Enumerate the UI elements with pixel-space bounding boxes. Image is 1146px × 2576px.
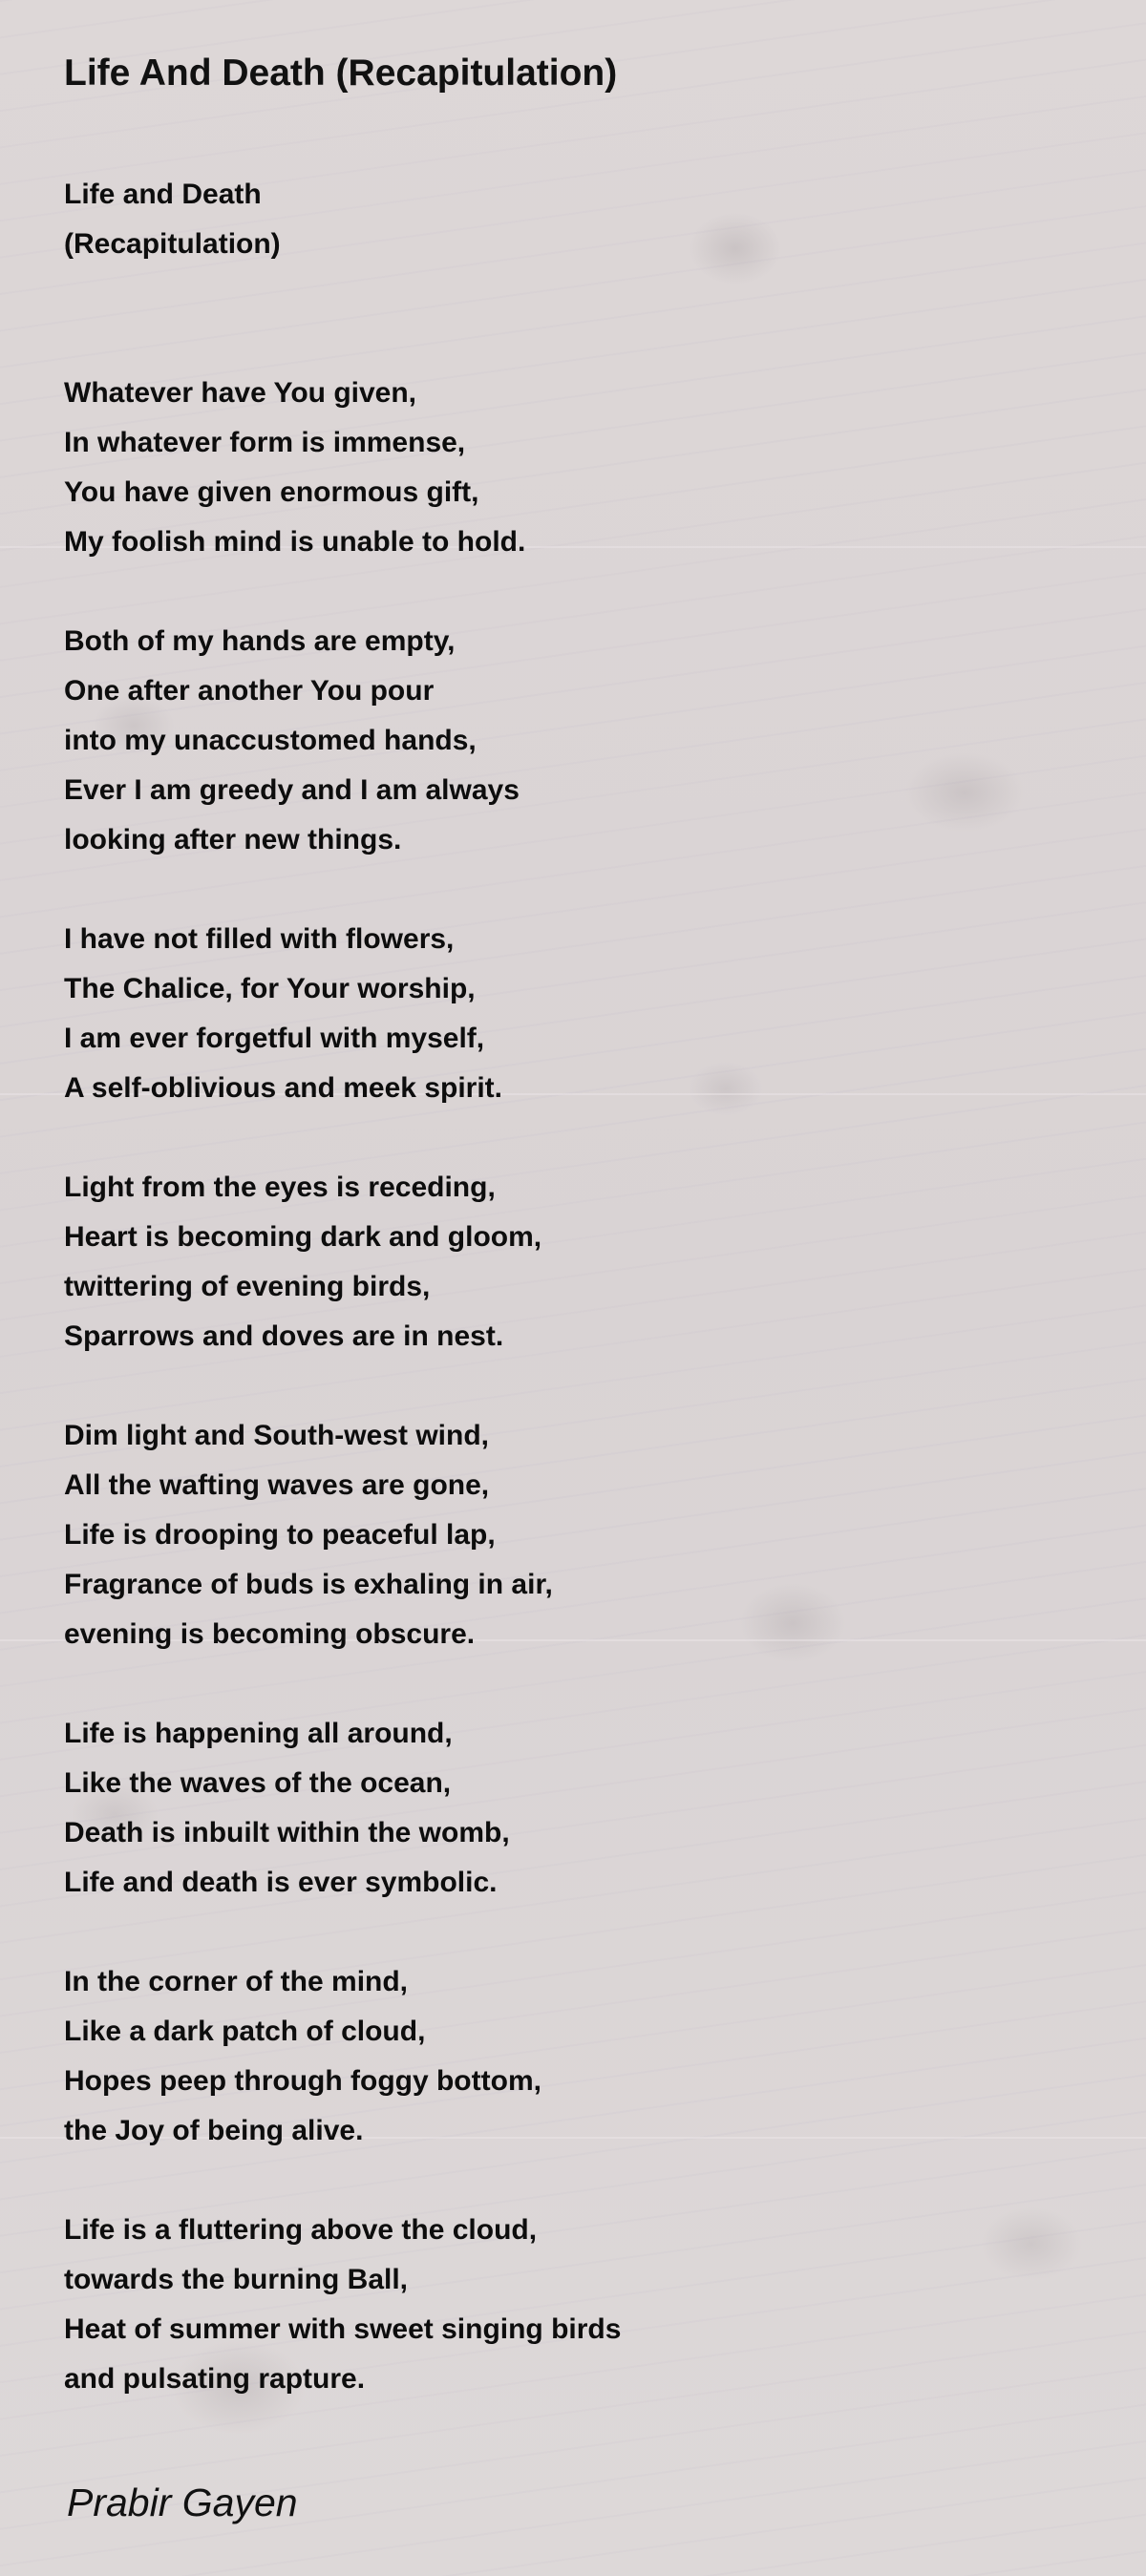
poem-line: evening is becoming obscure.	[64, 1618, 476, 1650]
poem-line: My foolish mind is unable to hold.	[64, 526, 526, 558]
poem-line: A self-oblivious and meek spirit.	[64, 1072, 502, 1104]
stanza	[64, 1709, 1095, 1908]
stanza	[64, 369, 1095, 567]
poem-line: Life and death is ever symbolic.	[64, 1867, 498, 1898]
poem-line: In the corner of the mind,	[64, 1966, 409, 1997]
stanza	[64, 1957, 1095, 2156]
poem-line: Heart is becoming dark and gloom,	[64, 1221, 542, 1253]
poem-line: Sparrows and doves are in nest.	[64, 1320, 504, 1352]
poem-line: looking after new things.	[64, 824, 402, 855]
poem-line: One after another You pour	[64, 675, 435, 707]
poem-line: twittering of evening birds,	[64, 1271, 431, 1302]
poem-line: Life is drooping to peaceful lap,	[64, 1519, 496, 1551]
poem-line: Both of my hands are empty,	[64, 625, 456, 657]
poem-line: Dim light and South-west wind,	[64, 1420, 489, 1451]
poem-line: I am ever forgetful with myself,	[64, 1023, 485, 1054]
poem-line: In whatever form is immense,	[64, 427, 466, 458]
subtitle-line: (Recapitulation)	[64, 228, 281, 260]
poem-line: Light from the eyes is receding,	[64, 1172, 496, 1203]
stanza	[64, 617, 1095, 865]
poem-line: Ever I am greedy and I am always	[64, 774, 520, 806]
poem-page	[64, 50, 1095, 2404]
poem-subtitle	[64, 170, 1095, 269]
poem-line: into my unaccustomed hands,	[64, 725, 477, 756]
poem-line: Whatever have You given,	[64, 377, 417, 409]
poem-line: Heat of summer with sweet singing birds	[64, 2313, 622, 2345]
poem-line: You have given enormous gift,	[64, 476, 479, 508]
poem-line: towards the burning Ball,	[64, 2264, 409, 2295]
stanza	[64, 915, 1095, 1113]
poem-line: Life is a fluttering above the cloud,	[64, 2214, 538, 2246]
poem-line: The Chalice, for Your worship,	[64, 973, 476, 1004]
poem-line: Death is inbuilt within the womb,	[64, 1817, 510, 1848]
poem-line: Life is happening all around,	[64, 1718, 453, 1749]
poem-title: Life And Death (Recapitulation)	[64, 53, 618, 94]
poem-line: Like a dark patch of cloud,	[64, 2016, 426, 2047]
poem-line: the Joy of being alive.	[64, 2115, 364, 2146]
subtitle-line: Life and Death	[64, 179, 262, 210]
poem-line: All the wafting waves are gone,	[64, 1469, 490, 1501]
poem-line: Fragrance of buds is exhaling in air,	[64, 1569, 553, 1600]
stanza	[64, 1411, 1095, 1659]
poem-line: Like the waves of the ocean,	[64, 1767, 452, 1799]
poem-line: and pulsating rapture.	[64, 2363, 366, 2395]
stanza	[64, 2206, 1095, 2404]
poem-line: I have not filled with flowers,	[64, 923, 455, 955]
stanza	[64, 1163, 1095, 1362]
poem-body	[64, 369, 1095, 2404]
poem-author: Prabir Gayen	[67, 2481, 298, 2524]
poem-line: Hopes peep through foggy bottom,	[64, 2065, 541, 2097]
